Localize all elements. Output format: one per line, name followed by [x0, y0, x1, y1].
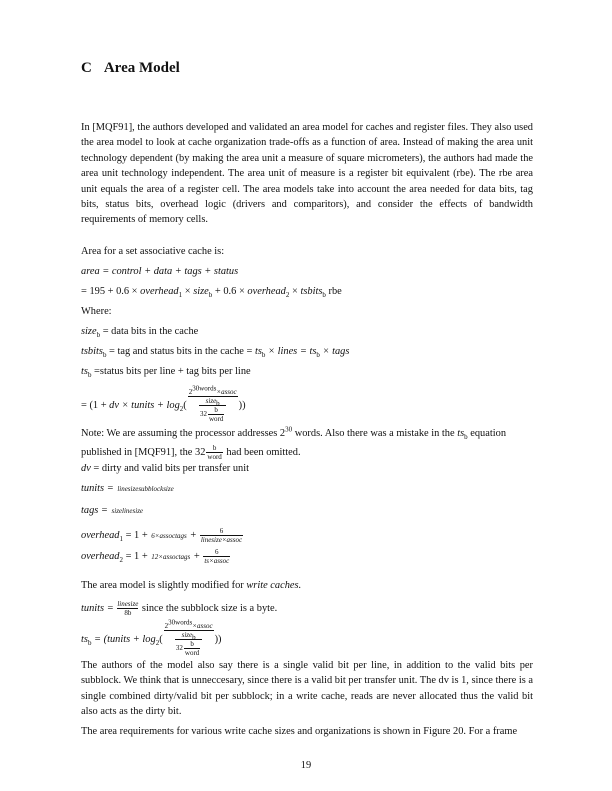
write-cache-intro: The area model is slightly modified for write caches. — [81, 580, 302, 591]
page-number: 19 — [300, 760, 312, 771]
section-heading: C Area Model — [81, 60, 180, 76]
area-intro: Area for a set associative cache is: — [81, 246, 225, 257]
def-overhead2: overhead$_2$ = 1 + 12×assoctags + 6 ts×assoc — [81, 548, 230, 565]
wc-tunits: tunits = linesize 8b since the subblock size is a byte. — [81, 600, 278, 617]
area-equation: area = control + data + tags + status — [81, 266, 239, 277]
def-overhead1: overhead$_1$ = 1 + 6×assoctags + 6 linesize×assoc — [81, 527, 243, 544]
figure-paragraph: The area requirements for various write cache sizes and organizations is shown in Figure 20. For a frame — [81, 726, 518, 737]
def-tsbits: tsbits$_b$ = tag and status bits in the cache = $ts_b$ × lines = $ts_b$ × tags — [81, 346, 350, 360]
ts-equation: = (1 + dv × tunits + $\log_2$( $2^{30words}\times assoc$ size$_b$ 32 b word )) — [81, 384, 246, 423]
where-label: Where: — [81, 306, 112, 317]
def-ts: $ts_b$ =status bits per line + tag bits per line — [81, 366, 251, 380]
def-size: size$_b$ = data bits in the cache — [81, 326, 199, 340]
note-line-1: Note: We are assuming the processor addresses $2^{30}$ words. Also there was a mistake in the $ts_b$ equation — [81, 425, 507, 442]
intro-paragraph: In [MQF91], the authors developed and validated an area model for caches and register files. They also used the area model to look at cache organization trade-offs as a function of area. Instead of making the area unit technology dependent (by making the area unit a measure of square micrometers), the authors had made the area unit technology independent. The area unit of measure is a register bit equivalent (rbe). The rbe area unit equals the area of a register cell. The area models take into account the area needed for data bits, tag bits, status bits, overhead logic (drivers and comparitors), and consider the effects of bandwidth requirements of memory cells. — [81, 122, 533, 226]
area-expansion: = 195 + 0.6 × overhead$_1$ × size$_b$ + 0.6 × overhead$_2$ × tsbits$_b$ rbe — [81, 286, 342, 300]
def-tags: tags = sizelinesize — [81, 505, 144, 516]
note-line-2: published in [MQF91], the 32 b word had been omitted. — [81, 444, 301, 461]
wc-ts-equation: $ts_b$ = (tunits + $\log_2$( $2^{30words}\times assoc$ size$_b$ 32 b word )) — [81, 618, 222, 657]
def-dv: dv = dirty and valid bits per transfer unit — [81, 463, 250, 474]
valid-bit-paragraph: The authors of the model also say there is a single valid bit per line, in addition to the valid bits per subblock. We think that is unneccesary, since there is a valid bit per transfer unit. The dv is 1, since there is a single combined dirty/valid bit per subblock; in a write cache, reads are never allocated thus the valid bit also acts as the dirty bit. — [81, 660, 533, 718]
def-tunits: tunits = linesizesubblocksize — [81, 483, 174, 494]
